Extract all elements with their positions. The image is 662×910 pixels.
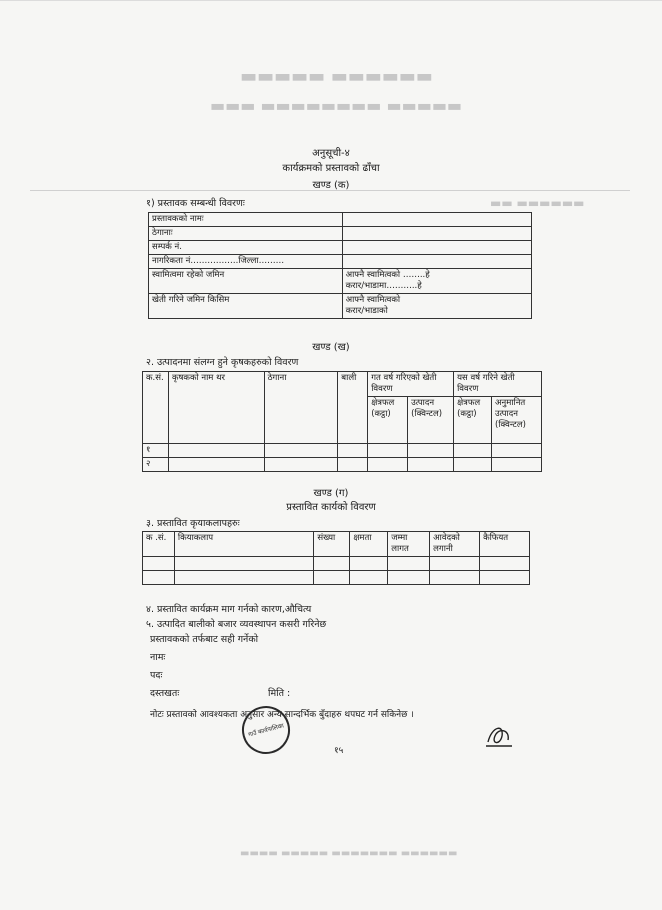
cell[interactable]: [174, 557, 313, 571]
page-number: १५: [334, 746, 344, 756]
col-production-last: उत्पादन (क्विन्टल): [408, 397, 454, 444]
contact-label: सम्पर्क नं.: [149, 241, 343, 255]
col-last-year: गत वर्ष गरिएको खेती विवरण: [368, 372, 454, 397]
cell[interactable]: [314, 557, 350, 571]
signature-name-label: नामः: [150, 652, 166, 663]
col-crop: बाली: [338, 372, 368, 444]
note-text: नोटः प्रस्तावको आवश्यकता अनुसार अन्य सान्दर्भिक बुँदाहरु थपघट गर्न सकिनेछ ।: [150, 710, 414, 720]
farm-land-type-value[interactable]: [342, 294, 531, 319]
signature-sign-label: दस्तखतः: [150, 688, 180, 699]
lease-land-line: करार/भाडामा………..हे: [345, 281, 422, 292]
table-row: [143, 557, 530, 571]
col-this-year: यस वर्ष गरिने खेती विवरण: [454, 372, 542, 397]
owned-land-label: स्वामित्वमा रहेको जमिन: [149, 269, 343, 294]
col-area-this: क्षेत्रफल (कट्ठा): [454, 397, 492, 444]
citizenship-value[interactable]: [342, 255, 531, 269]
row-sn: १: [143, 444, 169, 458]
own-land-line: आफ्नै स्वामित्वको ……..हे: [345, 270, 430, 281]
col-address: ठेगाना: [264, 372, 338, 444]
proposer-name-value[interactable]: [342, 213, 531, 227]
cell[interactable]: [350, 571, 388, 585]
proposer-table: [148, 212, 532, 319]
contact-value[interactable]: [342, 241, 531, 255]
cell[interactable]: [454, 458, 492, 472]
cell[interactable]: [408, 444, 454, 458]
cell[interactable]: [143, 571, 175, 585]
table-row: [149, 213, 532, 227]
cell[interactable]: [480, 571, 530, 585]
signature-post-label: पदः: [150, 670, 163, 681]
col-remarks: कैफियत: [480, 532, 530, 557]
cell[interactable]: [430, 557, 480, 571]
scan-edge: [0, 0, 662, 1]
table-row: [149, 255, 532, 269]
cell[interactable]: [430, 571, 480, 585]
col-applicant-investment: आवेदको लगानी: [430, 532, 480, 557]
form-title: कार्यक्रमको प्रस्तावको ढाँचा: [282, 163, 380, 174]
cell[interactable]: [264, 458, 338, 472]
section1-heading: १) प्रस्तावक सम्बन्धी विवरणः: [146, 198, 245, 209]
col-capacity: क्षमता: [350, 532, 388, 557]
cell[interactable]: [368, 444, 408, 458]
cell[interactable]: [388, 557, 430, 571]
cell[interactable]: [314, 571, 350, 585]
citizenship-label: नागरिकता नं.…………….जिल्ला………: [149, 255, 343, 269]
proposed-work-title: प्रस्तावित कार्यको विवरण: [286, 502, 376, 513]
cell[interactable]: [454, 444, 492, 458]
section5-text: ५. उत्पादित बालीको बजार व्यवस्थापन कसरी गरिनेछ: [146, 619, 327, 630]
table-row: [149, 294, 532, 319]
handwritten-signature-mark: [482, 722, 516, 750]
section4-text: ४. प्रस्तावित कार्यक्रम माग गर्नको कारण,औचित्य: [146, 604, 312, 615]
farm-land-type-label: खेती गरिने जमिन किसिम: [149, 294, 343, 319]
table-row: [143, 571, 530, 585]
col-farmer-name: कृषकको नाम थर: [168, 372, 264, 444]
cell[interactable]: [338, 444, 368, 458]
table-header-row: [143, 372, 542, 397]
table-row: [143, 444, 542, 458]
bleed-through-heading: ▬▬▬▬▬ ▬▬▬▬▬▬: [240, 66, 433, 87]
table-header-row: [143, 532, 530, 557]
col-activity: कियाकलाप: [174, 532, 313, 557]
cell[interactable]: [388, 571, 430, 585]
cell[interactable]: [350, 557, 388, 571]
cell[interactable]: [338, 458, 368, 472]
table-row: [149, 241, 532, 255]
cell[interactable]: [168, 458, 264, 472]
proposer-name-label: प्रस्तावकको नामः: [149, 213, 343, 227]
col-production-estimate: अनुमानित उत्पादन (क्विन्टल): [492, 397, 542, 444]
row-sn: २: [143, 458, 169, 472]
section-b-label: खण्ड (ख): [312, 342, 350, 353]
farmers-table: [142, 371, 542, 472]
section3-heading: ३. प्रस्तावित कृयाकलापहरुः: [146, 518, 240, 529]
col-sn: क.सं.: [143, 372, 169, 444]
cell[interactable]: [264, 444, 338, 458]
col-area-last: क्षेत्रफल (कट्ठा): [368, 397, 408, 444]
bleed-through-subheading: ▬▬▬ ▬▬▬▬▬▬▬▬ ▬▬▬▬▬: [210, 96, 463, 115]
section-c-label: खण्ड (ग): [313, 488, 349, 499]
section-a-label: खण्ड (क): [312, 180, 350, 191]
bleed-through-footer: ▬▬▬▬ ▬▬▬▬▬ ▬▬▬▬▬▬▬ ▬▬▬▬▬▬: [240, 848, 458, 859]
cell[interactable]: [174, 571, 313, 585]
table-row: [143, 458, 542, 472]
cell[interactable]: [492, 458, 542, 472]
col-total-cost: जम्मा लागत: [388, 532, 430, 557]
col-sn: क .सं.: [143, 532, 175, 557]
activities-table: [142, 531, 530, 585]
col-quantity: संख्या: [314, 532, 350, 557]
own-type-line: आफ्नै स्वामित्वको: [345, 295, 401, 306]
annex-number: अनुसूची-४: [312, 148, 350, 159]
cell[interactable]: [143, 557, 175, 571]
table-row: [149, 269, 532, 294]
section2-heading: २. उत्पादनमा संलग्न हुने कृषकहरुको विवरण: [146, 357, 299, 368]
owned-land-value[interactable]: [342, 269, 531, 294]
address-value[interactable]: [342, 227, 531, 241]
cell[interactable]: [368, 458, 408, 472]
cell[interactable]: [168, 444, 264, 458]
lease-type-line: करार/भाडाको: [345, 306, 388, 317]
table-row: [149, 227, 532, 241]
address-label: ठेगानाः: [149, 227, 343, 241]
cell[interactable]: [408, 458, 454, 472]
signature-date-label: मिति :: [268, 688, 291, 699]
stamp-text: गाउँ कार्यपालिका: [247, 722, 285, 739]
cell[interactable]: [480, 557, 530, 571]
signature-heading: प्रस्तावकको तर्फबाट सही गर्नेको: [150, 634, 259, 645]
cell[interactable]: [492, 444, 542, 458]
bleed-through-date: ▬▬ ▬▬▬▬▬▬: [490, 196, 585, 210]
